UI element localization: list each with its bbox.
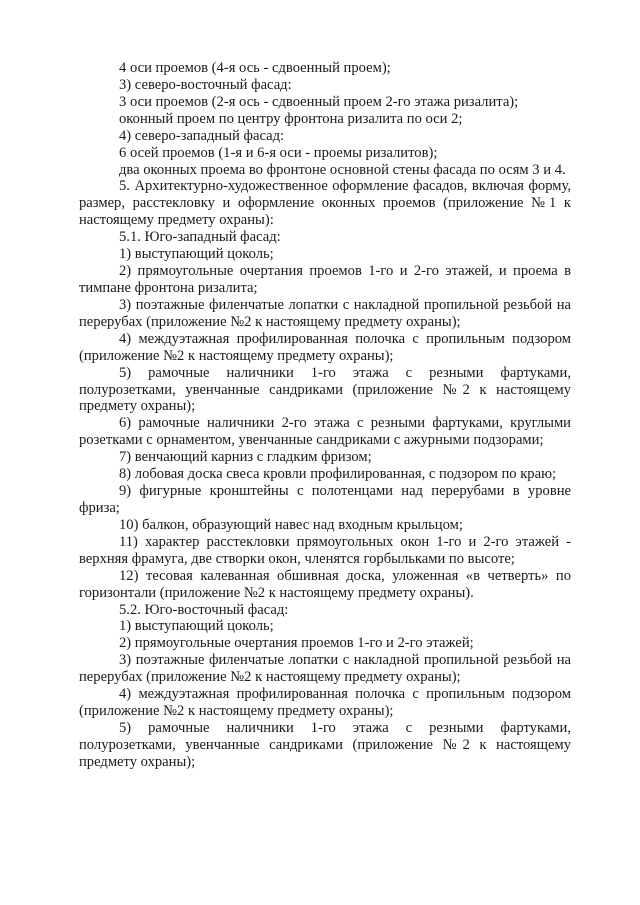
paragraph: 10) балкон, образующий навес над входным крыльцом;: [119, 516, 463, 533]
paragraph: 2) прямоугольные очертания проемов 1-го и 2-го этажей;: [119, 635, 474, 652]
paragraph: 3) поэтажные филенчатые лопатки с накладной пропильной резьбой на перерубах (приложение №2 к настоящему предмету охраны);: [79, 652, 571, 686]
paragraph: 8) лобовая доска свеса кровли профилированная, с подзором по краю;: [119, 466, 557, 483]
paragraph: 7) венчающий карниз с гладким фризом;: [119, 449, 372, 466]
paragraph: 12) тесовая калеванная обшивная доска, уложенная «в четверть» по горизонтали (приложение №2 к настоящему предмету охраны).: [79, 567, 571, 601]
paragraph: 9) фигурные кронштейны с полотенцами над перерубами в уровне фриза;: [79, 483, 571, 516]
paragraph: 2) прямоугольные очертания проемов 1-го и 2-го этажей, и проема в тимпане фронтона ризалита;: [79, 263, 571, 296]
paragraph: 5.1. Юго-западный фасад:: [119, 229, 281, 246]
paragraph: 4) междуэтажная профилированная полочка с пропильным подзором (приложение №2 к настоящему предмету охраны);: [79, 686, 571, 720]
paragraph: 4) междуэтажная профилированная полочка с пропильным подзором (приложение №2 к настоящему предмету охраны);: [79, 330, 571, 364]
paragraph: 11) характер расстекловки прямоугольных окон 1-го и 2-го этажей - верхняя фрамуга, две створки окон, членятся горбыльками по высоте;: [79, 533, 571, 567]
paragraph: 1) выступающий цоколь;: [119, 246, 274, 263]
document-body: [79, 60, 571, 771]
paragraph: 5) рамочные наличники 1-го этажа с резными фартуками, полурозетками, увенчанные сандриками (приложение №2 к настоящему предмету охраны);: [79, 719, 571, 770]
paragraph: 5. Архитектурно-художественное оформление фасадов, включая форму, размер, расстекловку и оформление оконных проемов (приложение №1 к настоящему предмету охраны):: [79, 178, 571, 229]
paragraph: 3 оси проемов (2-я ось - сдвоенный проем 2-го этажа ризалита);: [119, 93, 519, 110]
paragraph: 5) рамочные наличники 1-го этажа с резными фартуками, полурозетками, увенчанные сандриками (приложение №2 к настоящему предмету охраны);: [79, 364, 571, 415]
paragraph: 3) поэтажные филенчатые лопатки с накладной пропильной резьбой на перерубах (приложение №2 к настоящему предмету охраны);: [79, 296, 571, 330]
paragraph: 4) северо-западный фасад:: [119, 127, 285, 144]
paragraph: 6 осей проемов (1-я и 6-я оси - проемы ризалитов);: [119, 144, 438, 161]
paragraph: 6) рамочные наличники 2-го этажа с резными фартуками, круглыми розетками с орнаментом, увенчанные сандриками с ажурными подзорами;: [79, 415, 571, 449]
paragraph: 3) северо-восточный фасад:: [119, 76, 292, 93]
paragraph: 5.2. Юго-восточный фасад:: [119, 601, 289, 618]
paragraph: 4 оси проемов (4-я ось - сдвоенный проем);: [119, 60, 391, 76]
paragraph: 1) выступающий цоколь;: [119, 618, 274, 635]
paragraph: оконный проем по центру фронтона ризалита по оси 2;: [119, 110, 463, 127]
paragraph: два оконных проема во фронтоне основной стены фасада по осям 3 и 4.: [119, 161, 566, 178]
